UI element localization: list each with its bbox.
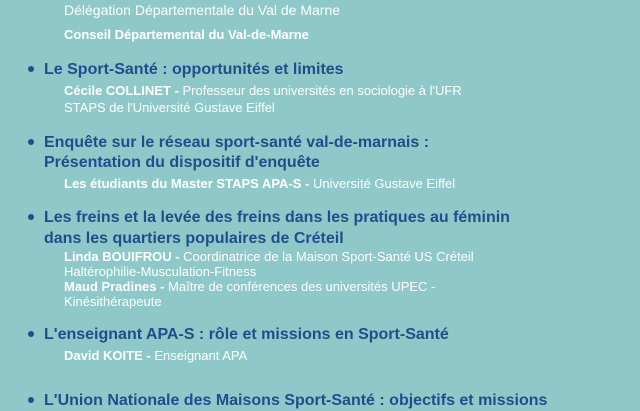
speaker-name: Linda BOUIFROU [64, 249, 172, 264]
speaker-line [64, 176, 455, 192]
separator: - [156, 279, 169, 294]
separator: - [301, 176, 313, 191]
speaker-line [64, 83, 462, 99]
bullet-icon [28, 66, 34, 72]
separator: - [142, 348, 155, 363]
speaker-role: Université Gustave Eiffel [312, 176, 456, 191]
speaker-role: Enseignant APA [154, 348, 248, 363]
speaker-role-cont: Haltérophilie-Musculation-Fitness [64, 264, 257, 279]
item-title: Les freins et la levée des freins dans les pratiques au féminin [44, 209, 510, 226]
item-title: Enquête sur le réseau sport-santé val-de-marnais : [44, 134, 430, 151]
bullet-icon [28, 397, 34, 403]
separator: - [171, 249, 184, 264]
intro-org-line: Délégation Départementale du Val de Marne [64, 2, 341, 18]
speaker-role: Professeur des universités en sociologie à l'UFR [182, 83, 462, 98]
item-title-cont: dans les quartiers populaires de Créteil [44, 230, 344, 247]
speaker-line [64, 348, 247, 364]
bullet-icon [28, 331, 34, 337]
speaker-name: Cécile COLLINET [64, 83, 171, 98]
speaker-role: Coordinatrice de la Maison Sport-Santé US Créteil [183, 249, 474, 264]
bullet-icon [28, 139, 34, 145]
bullet-icon [28, 214, 34, 220]
speaker-name: Les étudiants du Master STAPS APA-S [64, 176, 302, 191]
separator: - [170, 83, 183, 98]
item-title-partial: L'Union Nationale des Maisons Sport-Santé : objectifs et missions [44, 392, 548, 409]
speaker-role-cont: Kinésithérapeute [64, 294, 162, 309]
speaker-name: David KOITE [64, 348, 143, 363]
speaker-role-cont: STAPS de l'Université Gustave Eiffel [64, 100, 275, 115]
speaker-line [64, 249, 474, 265]
item-title: L'enseignant APA-S : rôle et missions en Sport-Santé [44, 326, 449, 343]
intro-council-line: Conseil Départemental du Val-de-Marne [64, 27, 309, 42]
speaker-role: Maître de conférences des universités UPEC - [168, 279, 436, 294]
speaker-name: Maud Pradines [64, 279, 157, 294]
item-title: Le Sport-Santé : opportunités et limites [44, 61, 344, 78]
item-title-cont: Présentation du dispositif d'enquête [44, 154, 320, 171]
speaker-line [64, 279, 435, 295]
